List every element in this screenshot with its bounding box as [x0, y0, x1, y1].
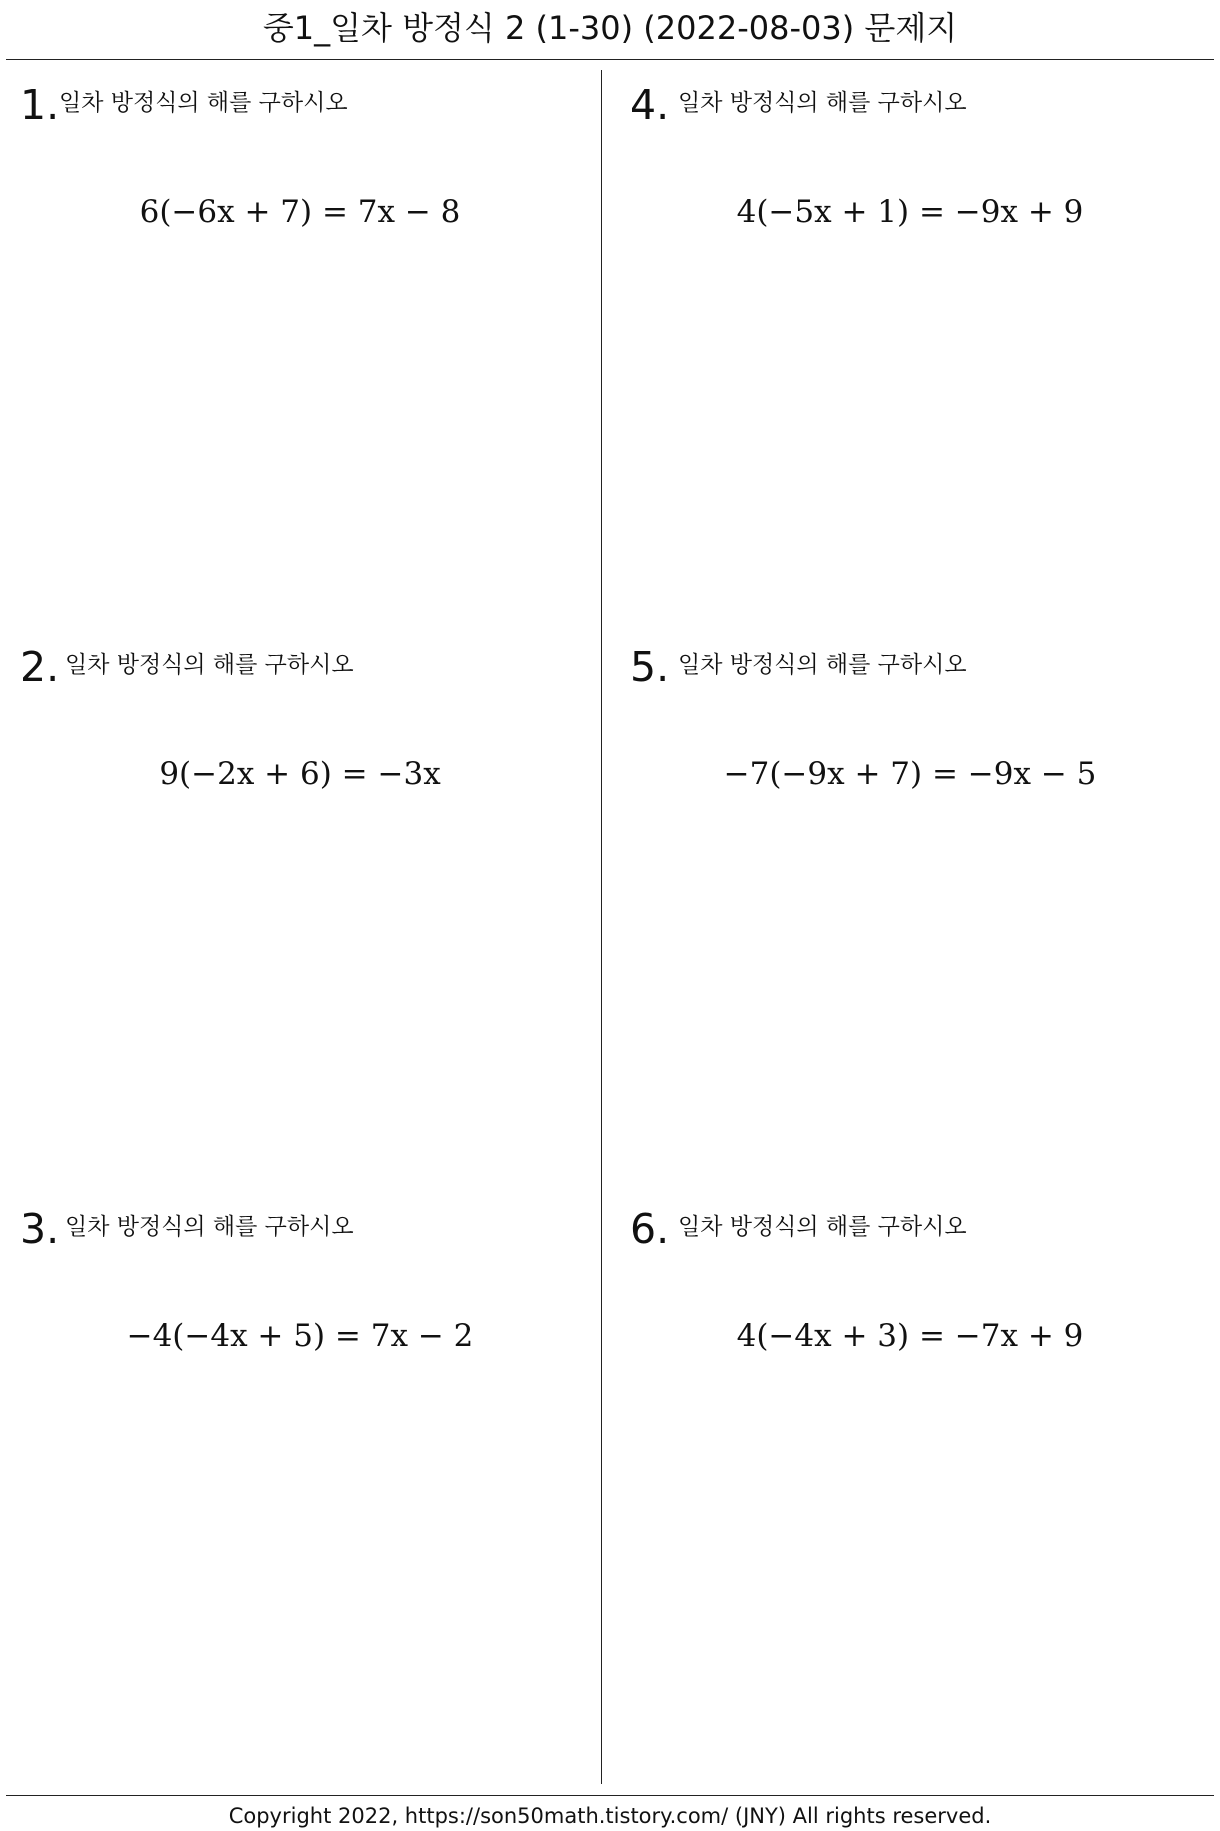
- page-title: 중1_일차 방정식 2 (1-30) (2022-08-03) 문제지: [262, 9, 958, 47]
- problem-instruction: 일차 방정식의 해를 구하시오: [59, 90, 348, 116]
- footer-divider: [6, 1795, 1214, 1796]
- problem-number: 4.: [630, 81, 670, 129]
- problem-instruction: 일차 방정식의 해를 구하시오: [65, 652, 354, 678]
- problem-number: 2.: [20, 643, 60, 691]
- problem-instruction: 일차 방정식의 해를 구하시오: [678, 652, 967, 678]
- problem-instruction: 일차 방정식의 해를 구하시오: [678, 90, 967, 116]
- problem-4: [630, 80, 1220, 640]
- problem-equation: −7(−9x + 7) = −9x − 5: [723, 756, 1097, 792]
- problem-number: 6.: [630, 1205, 670, 1253]
- problem-equation: −4(−4x + 5) = 7x − 2: [126, 1318, 474, 1354]
- copyright-footer: Copyright 2022, https://son50math.tistory.com/ (JNY) All rights reserved.: [228, 1804, 992, 1828]
- problem-1: [20, 80, 620, 640]
- problem-2: [20, 642, 620, 1202]
- problem-instruction: 일차 방정식의 해를 구하시오: [65, 1214, 354, 1240]
- problem-number: 3.: [20, 1205, 60, 1253]
- header-divider: [6, 59, 1214, 60]
- problem-6: [630, 1204, 1220, 1764]
- problem-equation: 4(−5x + 1) = −9x + 9: [736, 194, 1084, 230]
- problem-equation: 6(−6x + 7) = 7x − 8: [139, 194, 461, 230]
- problem-3: [20, 1204, 620, 1764]
- problem-number: 5.: [630, 643, 670, 691]
- problem-instruction: 일차 방정식의 해를 구하시오: [678, 1214, 967, 1240]
- problem-number: 1.: [20, 81, 60, 129]
- problem-5: [630, 642, 1220, 1202]
- problem-equation: 9(−2x + 6) = −3x: [159, 756, 441, 792]
- problem-equation: 4(−4x + 3) = −7x + 9: [736, 1318, 1084, 1354]
